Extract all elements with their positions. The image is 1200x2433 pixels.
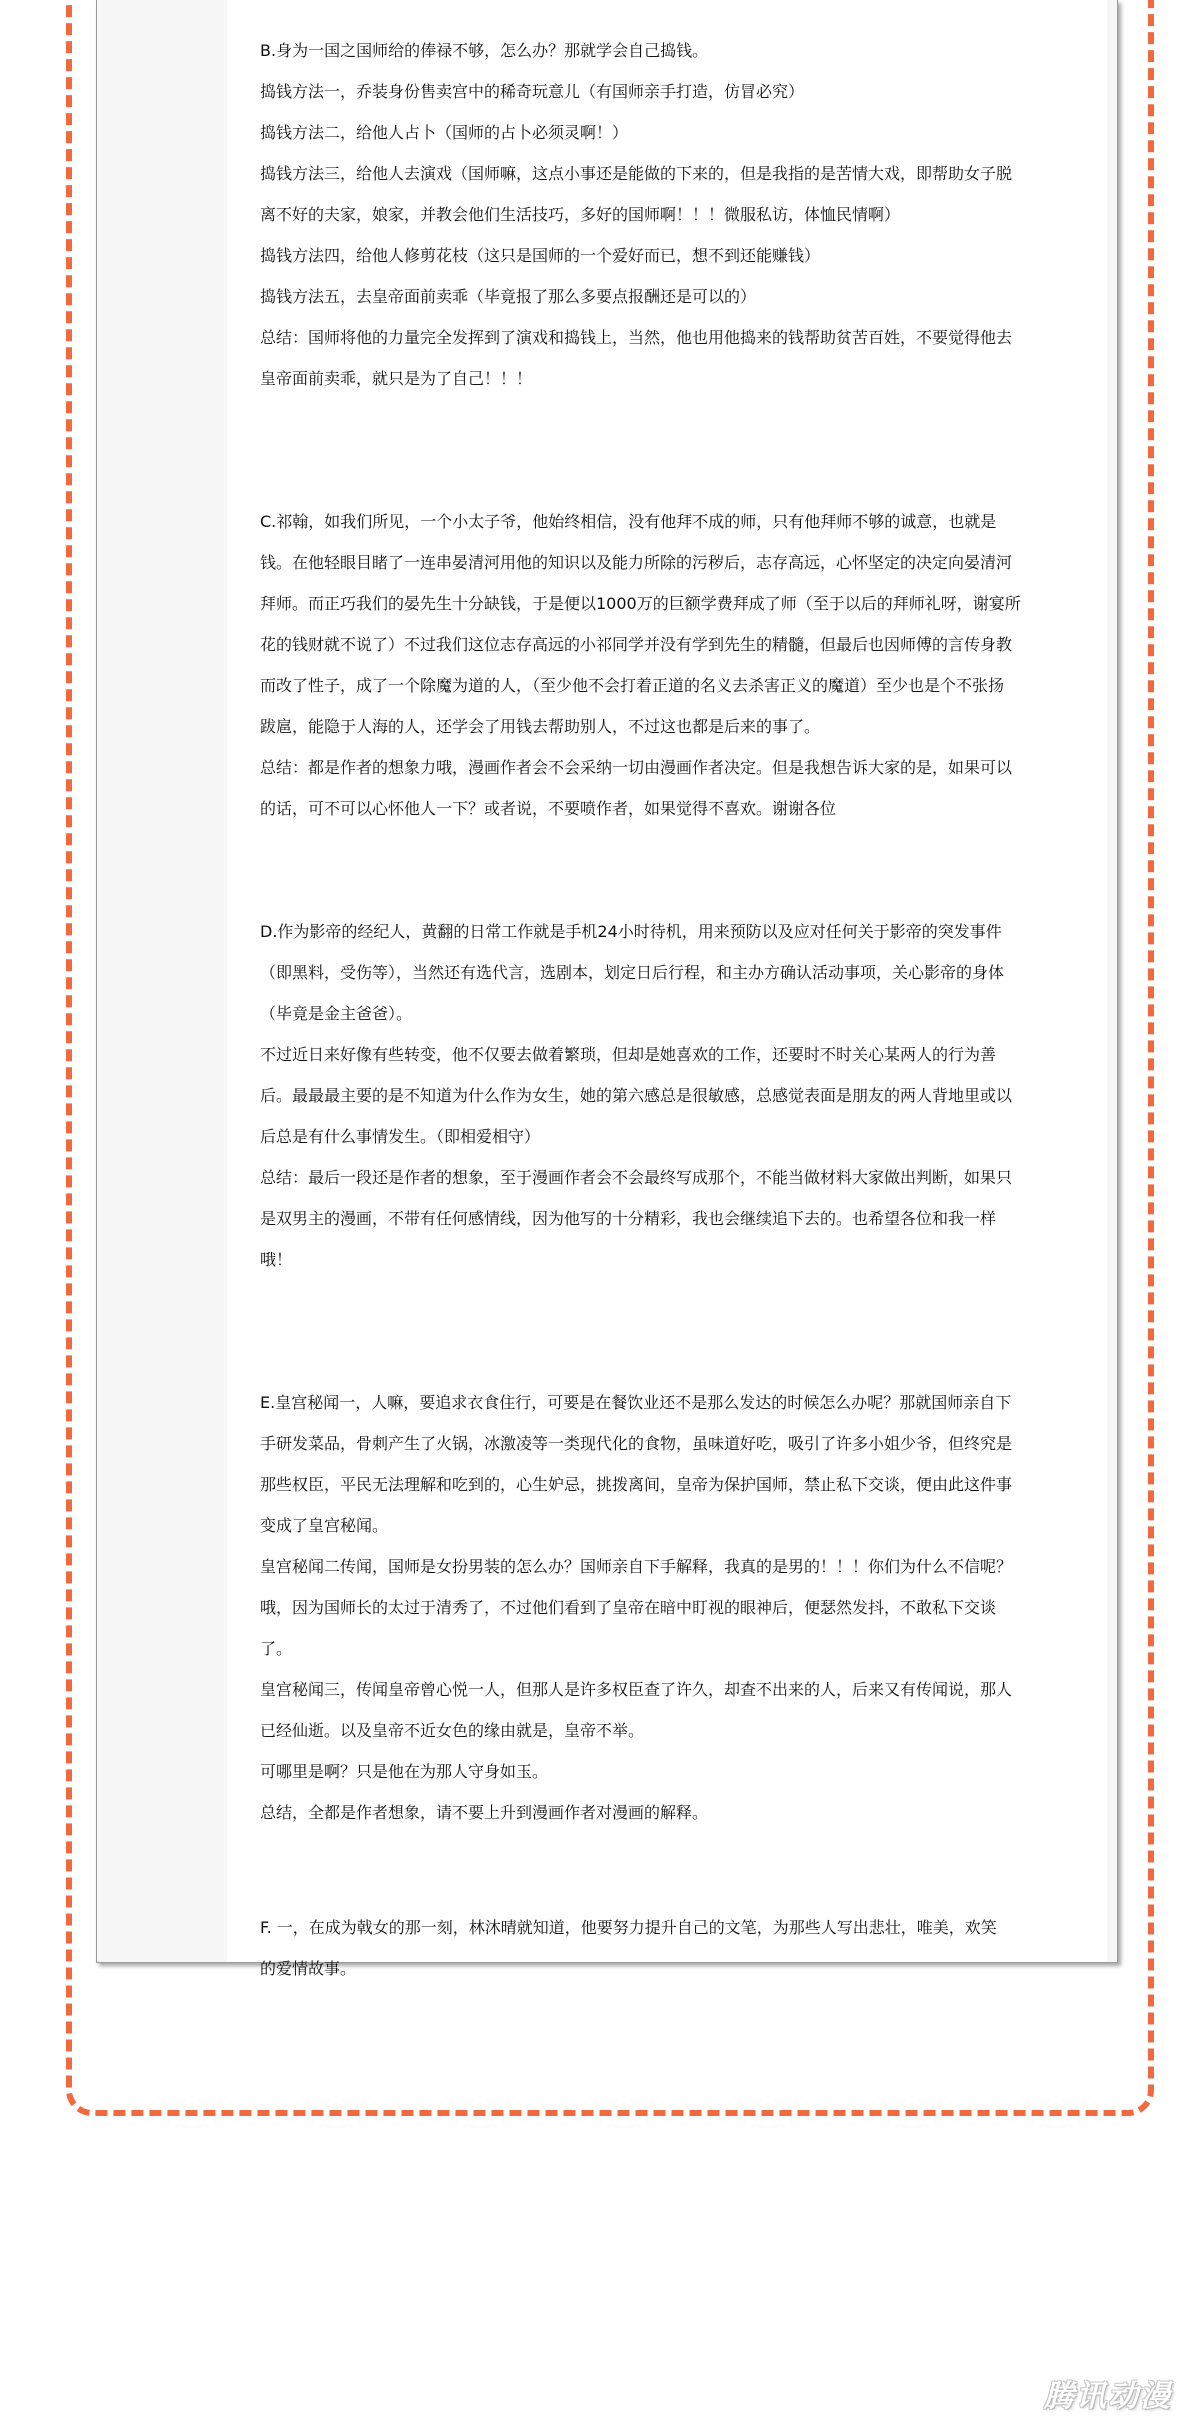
paragraph-line: 是双男主的漫画，不带有任何感情线，因为他写的十分精彩，我也会继续追下去的。也希望各位和我一样 [260, 1209, 997, 1228]
paragraph-line: 不过近日来好像有些转变，他不仅要去做着繁琐，但却是她喜欢的工作，还要时不时关心某两人的行为善 [260, 1045, 997, 1064]
section-f [260, 1907, 1110, 1989]
paragraph-line: D.作为影帝的经纪人，黄翻的日常工作就是手机24小时待机，用来预防以及应对任何关于影帝的突发事件 [260, 922, 1002, 941]
paragraph-line: 跋扈，能隐于人海的人，还学会了用钱去帮助别人，不过这也都是后来的事了。 [260, 717, 821, 736]
paragraph-line: 总结：国师将他的力量完全发挥到了演戏和捣钱上，当然，他也用他捣来的钱帮助贫苦百姓，不要觉得他去 [260, 328, 1013, 347]
paragraph-line: 后总是有什么事情发生。（即相爱相守） [260, 1127, 541, 1146]
paragraph-line: B.身为一国之国师给的俸禄不够，怎么办？那就学会自己捣钱。 [260, 41, 709, 60]
paragraph-line: 捣钱方法二，给他人占卜（国师的占卜必须灵啊！） [260, 123, 629, 142]
section-d [260, 911, 1110, 1280]
paragraph-line: 手研发菜品，骨刺产生了火锅，冰激凌等一类现代化的食物，虽味道好吃，吸引了许多小姐少爷，但终究是 [260, 1434, 1013, 1453]
paragraph-line: 捣钱方法一，乔装身份售卖宫中的稀奇玩意儿（有国师亲手打造，仿冒必究） [260, 82, 805, 101]
paragraph-line: （毕竟是金主爸爸）。 [260, 1004, 413, 1023]
watermark-logo: 腾讯动漫 [1044, 2379, 1172, 2414]
paragraph-line: 哦！ [260, 1250, 293, 1269]
paragraph-line: 那些权臣，平民无法理解和吃到的，心生妒忌，挑拨离间，皇帝为保护国师，禁止私下交谈，便由此这件事 [260, 1475, 1013, 1494]
paragraph-line: 而改了性子，成了一个除魔为道的人，（至少他不会打着正道的名义去杀害正义的魔道）至少也是个不张扬 [260, 676, 1005, 695]
paragraph-line: C.祁翰，如我们所见，一个小太子爷，他始终相信，没有他拜不成的师，只有他拜师不够的诚意，也就是 [260, 512, 997, 531]
paragraph-line: 皇宫秘闻三，传闻皇帝曾心悦一人，但那人是许多权臣查了许久，却查不出来的人，后来又有传闻说，那人 [260, 1680, 1013, 1699]
paragraph-line: 总结，全都是作者想象，请不要上升到漫画作者对漫画的解释。 [260, 1803, 709, 1822]
paragraph-line: （即黑料，受伤等），当然还有选代言，选剧本，划定日后行程，和主办方确认活动事项，关心影帝的身体 [260, 963, 1005, 982]
paragraph-line: 的话，可不可以心怀他人一下？或者说，不要喷作者，如果觉得不喜欢。谢谢各位 [260, 799, 837, 818]
paragraph-line: 已经仙逝。以及皇帝不近女色的缘由就是，皇帝不举。 [260, 1721, 645, 1740]
paragraph-line: 可哪里是啊？只是他在为那人守身如玉。 [260, 1762, 549, 1781]
section-e [260, 1382, 1110, 1833]
paragraph-line: 后。最最最主要的是不知道为什么作为女生，她的第六感总是很敏感，总感觉表面是朋友的两人背地里或以 [260, 1086, 1013, 1105]
paragraph-line: 捣钱方法五，去皇帝面前卖乖（毕竟报了那么多要点报酬还是可以的） [260, 287, 757, 306]
paragraph-line: 变成了皇宫秘闻。 [260, 1516, 389, 1535]
paragraph-line: 哦，因为国师长的太过于清秀了，不过他们看到了皇帝在暗中盯视的眼神后，便瑟然发抖，不敢私下交谈 [260, 1598, 997, 1617]
paragraph-line: 离不好的夫家，娘家，并教会他们生活技巧，多好的国师啊！！！微服私访，体恤民情啊） [260, 205, 901, 224]
paragraph-line: 捣钱方法三，给他人去演戏（国师嘛，这点小事还是能做的下来的，但是我指的是苦情大戏，即帮助女子脱 [260, 164, 1013, 183]
section-c [260, 501, 1110, 829]
paragraph-line: 钱。在他轻眼目睹了一连串晏清河用他的知识以及能力所除的污秽后，志存高远，心怀坚定的决定向晏清河 [260, 553, 1013, 572]
paragraph-line: 总结：最后一段还是作者的想象，至于漫画作者会不会最终写成那个，不能当做材料大家做出判断，如果只 [260, 1168, 1013, 1187]
paragraph-line: 捣钱方法四，给他人修剪花枝（这只是国师的一个爱好而已，想不到还能赚钱） [260, 246, 821, 265]
paragraph-line: 总结：都是作者的想象力哦，漫画作者会不会采纳一切由漫画作者决定。但是我想告诉大家的是，如果可以 [260, 758, 1013, 777]
paragraph-line: E.皇宫秘闻一，人嘛，要追求衣食住行，可要是在餐饮业还不是那么发达的时候怎么办呢？那就国师亲自下 [260, 1393, 1012, 1412]
paragraph-line: 花的钱财就不说了）不过我们这位志存高远的小祁同学并没有学到先生的精髓，但最后也因师傅的言传身教 [260, 635, 1013, 654]
paragraph-line: 皇帝面前卖乖，就只是为了自己！！！ [260, 369, 533, 388]
paragraph-line: 拜师。而正巧我们的晏先生十分缺钱，于是便以1000万的巨额学费拜成了师（至于以后的拜师礼呀，谢宴所 [260, 594, 1021, 613]
article-body [260, 30, 1110, 1989]
section-b [260, 30, 1110, 399]
paragraph-line: F. 一，在成为戟女的那一刻，林沐晴就知道，他要努力提升自己的文笔，为那些人写出悲壮，唯美，欢笑 [260, 1918, 997, 1937]
paragraph-line: 的爱情故事。 [260, 1959, 357, 1978]
paragraph-line: 皇宫秘闻二传闻，国师是女扮男装的怎么办？国师亲自下手解释，我真的是男的！！！你们为什么不信呢？ [260, 1557, 1013, 1576]
paragraph-line: 了。 [260, 1639, 293, 1658]
